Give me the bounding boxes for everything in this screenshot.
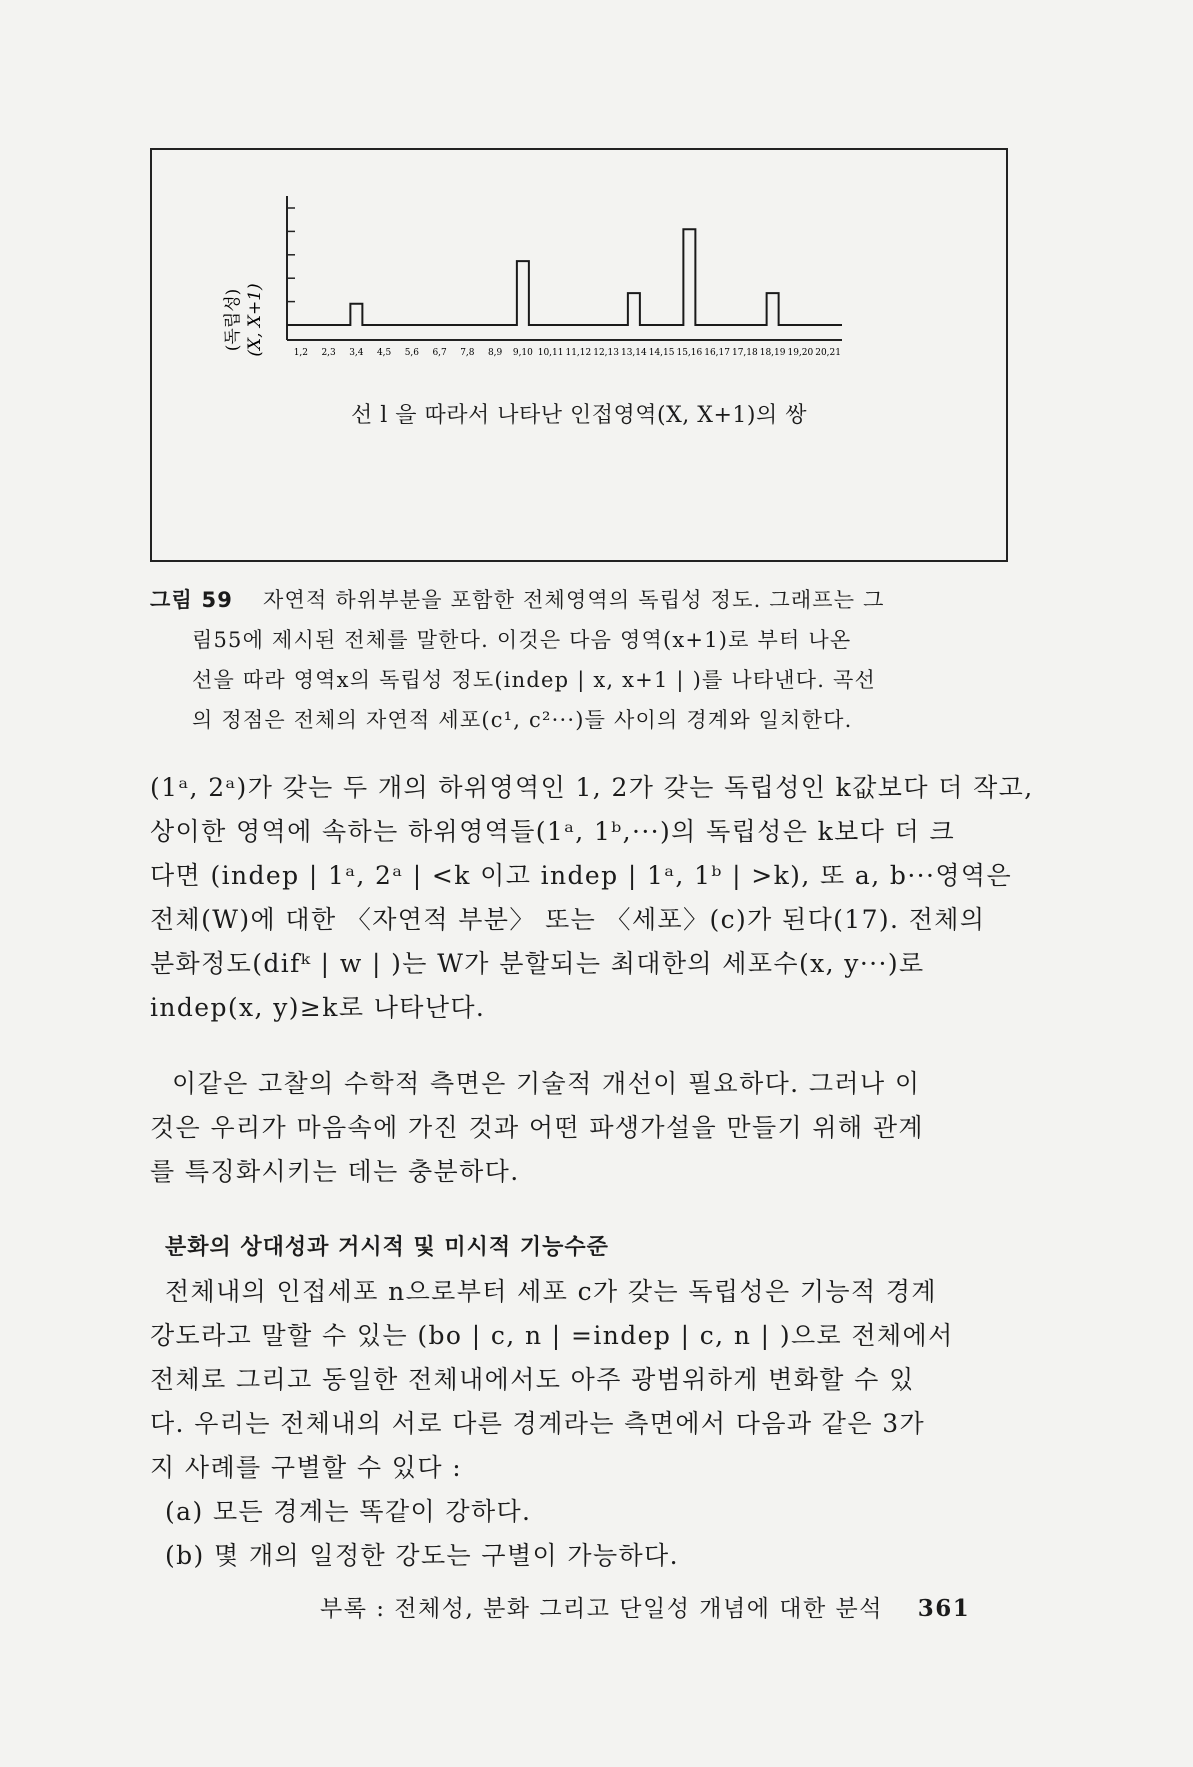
figure-label: 그림 59: [150, 588, 234, 612]
caption-line-3: 선을 따라 영역x의 독립성 정도(indep | x, x+1 | )를 나타낸다. 곡선: [192, 668, 876, 692]
caption-line-4: 의 정점은 전체의 자연적 세포(c¹, c²···)들 사이의 경계와 일치한다.: [192, 708, 853, 732]
bar-9-10: [517, 261, 529, 325]
y-axis-label-2: (X, X+1): [245, 283, 265, 357]
text-line: 다. 우리는 전체내의 서로 다른 경계라는 측면에서 다음과 같은 3가: [150, 1409, 926, 1438]
caption-line-1: 자연적 하위부분을 포함한 전체영역의 독립성 정도. 그래프는 그: [263, 588, 885, 612]
figure-frame: [150, 148, 1008, 562]
text-line: 다면 (indep | 1ᵃ, 2ᵃ | <k 이고 indep | 1ᵃ, 1ᵇ | >k), 또 a, b···영역은: [150, 861, 1013, 890]
text-line: 지 사례를 구별할 수 있다 :: [150, 1453, 463, 1482]
section-heading: 분화의 상대성과 거시적 및 미시적 기능수준: [165, 1235, 609, 1260]
text-line: 전체로 그리고 동일한 전체내에서도 아주 광범위하게 변화할 수 있: [150, 1365, 915, 1394]
x-tick-label: 11,12: [565, 348, 592, 358]
text-line: 것은 우리가 마음속에 가진 것과 어떤 파생가설을 만들기 위해 관계: [150, 1113, 924, 1142]
x-tick-label: 5,6: [404, 348, 420, 358]
x-tick-label: 13,14: [620, 348, 647, 358]
caption-line-2: 림55에 제시된 전체를 말한다. 이것은 다음 영역(x+1)로 부터 나온: [192, 628, 852, 652]
x-tick-label: 1,2: [293, 348, 309, 358]
running-title: 부록 : 전체성, 분화 그리고 단일성 개념에 대한 분석: [320, 1596, 883, 1622]
text-line: (1ᵃ, 2ᵃ)가 갖는 두 개의 하위영역인 1, 2가 갖는 독립성인 k값보다 더 작고,: [150, 773, 1034, 802]
x-tick-label: 17,18: [731, 348, 758, 358]
bar-15-16: [683, 229, 695, 325]
x-tick-label: 20,21: [815, 348, 842, 358]
bar-18-19: [767, 293, 779, 325]
text-line: 상이한 영역에 속하는 하위영역들(1ᵃ, 1ᵇ,···)의 독립성은 k보다 더 크: [150, 817, 956, 846]
x-tick-label: 3,4: [349, 348, 364, 358]
x-tick-label: 19,20: [787, 348, 814, 358]
x-tick-label: 15,16: [676, 348, 703, 358]
x-tick-label: 10,11: [537, 348, 564, 358]
bar-3-4: [350, 304, 362, 325]
x-tick-label: 18,19: [759, 348, 786, 358]
text-line: 전체(W)에 대한 〈자연적 부분〉 또는 〈세포〉(c)가 된다(17). 전체의: [150, 905, 986, 934]
text-line: 분화정도(difᵏ | w | )는 W가 분할되는 최대한의 세포수(x, y···)로: [150, 949, 925, 978]
bar-13-14: [628, 293, 640, 325]
text-line: 강도라고 말할 수 있는 (bo | c, n | =indep | c, n | )으로 전체에서: [150, 1321, 954, 1350]
x-tick-label: 14,15: [648, 348, 675, 358]
x-tick-label: 16,17: [704, 348, 731, 358]
list-item-a: (a) 모든 경계는 똑같이 강하다.: [165, 1497, 532, 1526]
text-line: 전체내의 인접세포 n으로부터 세포 c가 갖는 독립성은 기능적 경계: [165, 1277, 937, 1306]
x-tick-label: 9,10: [512, 348, 533, 358]
independence-chart: [152, 150, 1006, 560]
independence-series-line: [287, 229, 842, 325]
x-tick-label: 12,13: [593, 348, 620, 358]
x-tick-label: 4,5: [376, 348, 392, 358]
text-line: 를 특징화시키는 데는 충분하다.: [150, 1157, 520, 1186]
page-footer: [320, 1590, 970, 1623]
x-tick-label: 2,3: [321, 348, 336, 358]
text-line: 이같은 고찰의 수학적 측면은 기술적 개선이 필요하다. 그러나 이: [172, 1069, 921, 1098]
page-number: 361: [917, 1595, 971, 1622]
y-axis-label-1: (독립성): [223, 288, 243, 352]
text-line: indep(x, y)≥k로 나타난다.: [150, 993, 486, 1022]
list-item-b: (b) 몇 개의 일정한 강도는 구별이 가능하다.: [165, 1541, 679, 1570]
figure-axis-caption: 선 l 을 따라서 나타난 인접영역(X, X+1)의 쌍: [351, 403, 807, 428]
x-tick-label: 6,7: [432, 348, 447, 358]
x-tick-label: 7,8: [460, 348, 475, 358]
x-tick-label: 8,9: [487, 348, 503, 358]
